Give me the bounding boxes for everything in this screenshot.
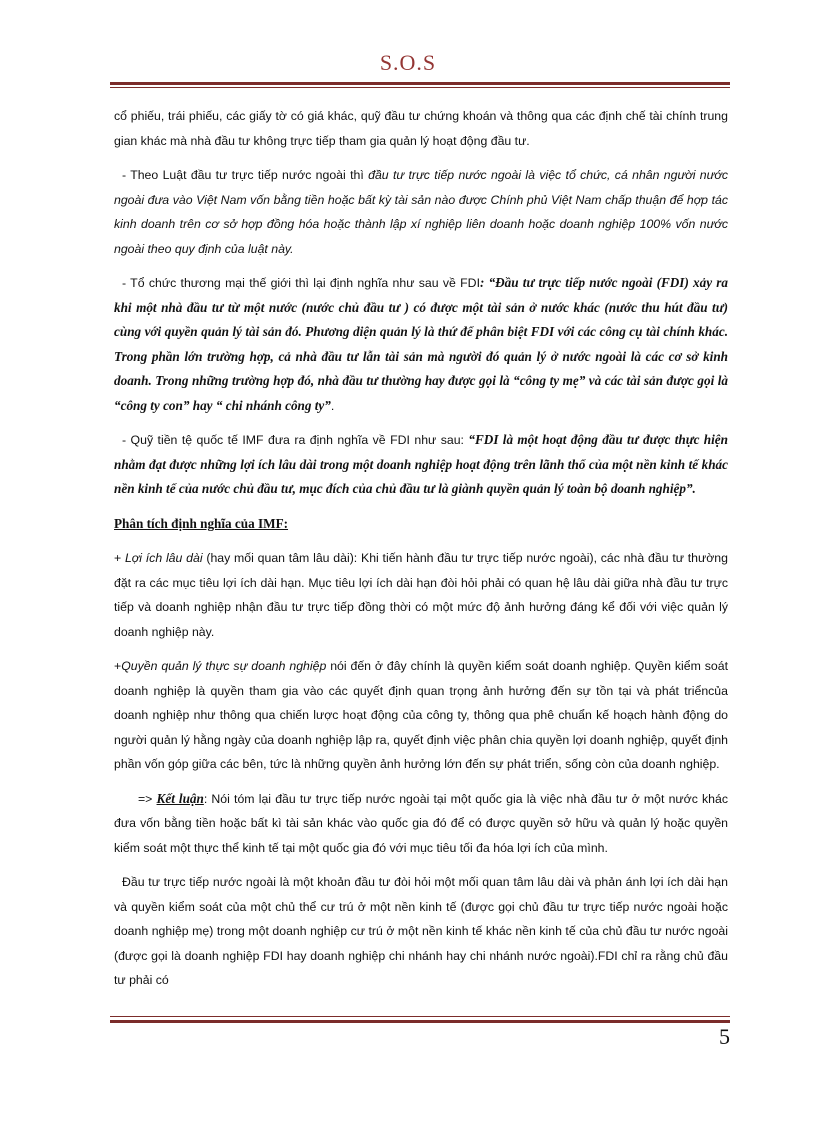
paragraph-long-term-interest-text: (hay mối quan tâm lâu dài): Khi tiến hành đầu tư trực tiếp nước ngoài), các nhà đầu tư thường đặt ra các mục tiêu lợi ích dài hạn. Mục tiêu lợi ích dài hạn đòi hỏi phải có quan hệ lâu dài giữa nhà đầu tư trực tiếp và doanh nghiệp nhận đầu tư trực tiếp đồng thời có một mức độ ảnh hưởng đáng kể đối với việc quản lý doanh nghiệp này. — [114, 551, 728, 639]
paragraph-wto-definition: : “Đầu tư trực tiếp nước ngoài (FDI) xảy ra khi một nhà đầu tư từ một nước (nước chủ đầu tư ) có được một tài sản ở nước khác (nước thu hút đầu tư) cùng với quyền quản lý tài sản đó. Phương diện quản lý là thứ để phân biệt FDI với các công cụ tài chính khác. Trong phần lớn trường hợp, cả nhà đầu tư lẫn tài sản mà người đó quản lý ở nước ngoài là các cơ sở kinh doanh. Trong những trường hợp đó, nhà đầu tư thường hay được gọi là “công ty mẹ” và các tài sản được gọi là “công ty con” hay “ chi nhánh công ty” — [114, 275, 728, 413]
paragraph-fdi-definition: Đầu tư trực tiếp nước ngoài là một khoản đầu tư đòi hỏi một mối quan tâm lâu dài và phản ánh lợi ích dài hạn và quyền kiểm soát của một chủ thể cư trú ở một nền kinh tế (được gọi chủ đầu tư trực tiếp nước ngoài hoặc doanh nghiệp mẹ) trong một doanh nghiệp cư trú ở một nền kinh tế khác nền kinh tế của chủ đầu tư nước ngoài (được gọi là doanh nghiệp FDI hay doanh nghiệp chi nhánh hay chi nhánh nước ngoài).FDI chỉ ra rằng chủ đầu tư phải có — [114, 875, 728, 987]
header-rule-thick — [110, 82, 730, 85]
plus-marker: + — [114, 659, 122, 673]
paragraph-fdi-law — [114, 163, 728, 261]
section-heading-imf-analysis: Phân tích định nghĩa của IMF: — [114, 515, 289, 531]
paragraph-wto — [114, 271, 728, 418]
document-body — [114, 104, 728, 1003]
paragraph-management-control-text: nói đến ở đây chính là quyền kiểm soát doanh nghiệp. Quyền kiểm soát doanh nghiệp là quyền tham gia vào các quyết định quan trọng ảnh hưởng đến sự tồn tại và phát triểncủa doanh nghiệp như thông qua chiến lược hoạt động của công ty, thông qua phê chuẩn kế hoạch hành động do người quản lý hằng ngày của doanh nghiệp lập ra, quyết định việc phân chia quyền lợi doanh nghiệp, quyết định phần vốn góp giữa các bên, tức là những quyền ảnh hưởng lớn đến sự phát triển, sống còn của doanh nghiệp. — [114, 659, 728, 771]
header-rule-thin — [110, 87, 730, 88]
paragraph-wto-end: . — [330, 398, 335, 413]
paragraph-fdi-law-lead: - Theo Luật đầu tư trực tiếp nước ngoài thì — [122, 168, 369, 182]
term-long-term-interest: Lợi ích lâu dài — [124, 551, 203, 565]
paragraph-imf — [114, 428, 728, 502]
arrow-marker: => — [138, 791, 157, 806]
header-title: S.O.S — [379, 50, 437, 75]
paragraph-imf-definition: “FDI là một hoạt động đầu tư được thực hiện nhằm đạt được những lợi ích lâu dài trong một doanh nghiệp hoạt động trên lãnh thổ của một nền kinh tế khác nền kinh tế của nước chủ đầu tư, mục đích của chủ đầu tư là giành quyền quản lý toàn bộ doanh nghiệp”. — [114, 432, 728, 496]
term-management-control: Quyền quản lý thực sự doanh nghiệp — [121, 659, 327, 673]
paragraph-imf-lead: - Quỹ tiền tệ quốc tế IMF đưa ra định nghĩa về FDI như sau: — [122, 433, 469, 447]
paragraph-fdi-law-definition: đầu tư trực tiếp nước ngoài là việc tổ chức, cá nhân người nước ngoài đưa vào Việt Nam vốn bằng tiền hoặc bất kỳ tài sản nào được Chính phủ Việt Nam chấp thuận để hợp tác kinh doanh trên cơ sở hợp đồng hóa hoặc thành lập xí nghiệp liên doanh hoặc doanh nghiệp 100% vốn nước ngoài theo quy định của luật này. — [114, 168, 728, 256]
paragraph-conclusion — [114, 787, 728, 861]
paragraph-wto-lead: - Tổ chức thương mại thế giới thì lại định nghĩa như sau về FDI — [122, 276, 480, 290]
paragraph-long-term-interest — [114, 546, 728, 644]
footer-rule-thick — [110, 1020, 730, 1023]
page-number: 5 — [719, 1024, 730, 1049]
paragraph-conclusion-text: : Nói tóm lại đầu tư trực tiếp nước ngoài tại một quốc gia là việc nhà đầu tư ở một nước khác đưa vốn bằng tiền hoặc bất kì tài sản khác vào quốc gia đó để có được quyền sở hữu và quản lý hoặc quyền kiểm soát một thực thể kinh tế tại một quốc gia đó với mục tiêu tối đa hóa lợi ích của mình. — [114, 791, 729, 855]
plus-marker: + — [114, 551, 125, 565]
footer-rule-thin — [110, 1016, 730, 1017]
conclusion-label: Kết luận — [156, 790, 204, 806]
paragraph-management-control — [114, 654, 728, 777]
paragraph-1: cổ phiếu, trái phiếu, các giấy tờ có giá khác, quỹ đầu tư chứng khoán và thông qua các định chế tài chính trung gian khác mà nhà đầu tư không trực tiếp tham gia quản lý hoạt động đầu tư. — [114, 109, 728, 148]
